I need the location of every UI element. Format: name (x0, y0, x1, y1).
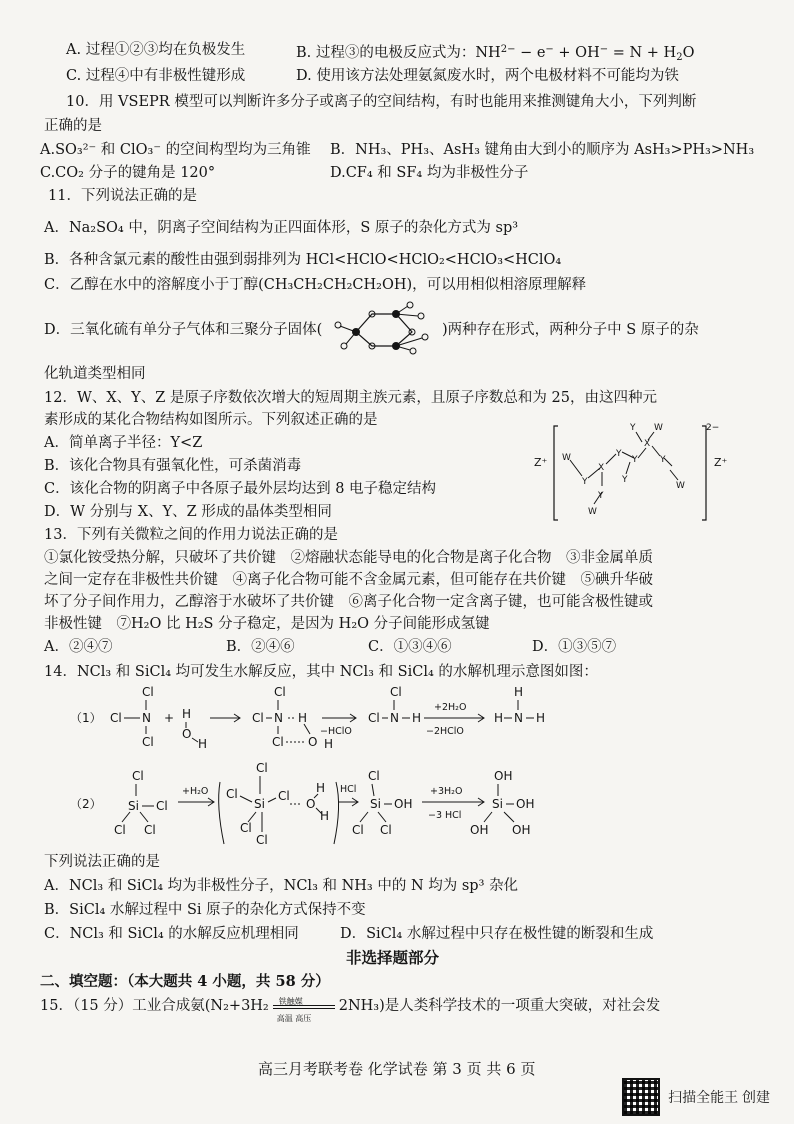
q14-option-b: B．SiCl₄ 水解过程中 Si 原子的杂化方式保持不变 (44, 902, 366, 918)
svg-text:Cl: Cl (368, 711, 380, 725)
q11-option-d-part1: D．三氧化硫有单分子气体和三聚分子固体( (44, 322, 323, 338)
svg-text:OH: OH (512, 823, 531, 837)
q11-option-c: C．乙醇在水中的溶解度小于丁醇(CH₃CH₂CH₂CH₂OH)，可以用相似相溶原理解释 (44, 277, 587, 293)
q12-option-b: B．该化合物具有强氧化性，可杀菌消毒 (44, 458, 302, 474)
q10-option-d: D.CF₄ 和 SF₄ 均为非极性分子 (330, 165, 529, 181)
q11-option-b: B．各种含氯元素的酸性由强到弱排列为 HCl<HClO<HClO₂<HClO₃<HClO₄ (44, 252, 562, 268)
svg-text:（2）: （2） (70, 797, 102, 811)
q10-stem-1: 10．用 VSEPR 模型可以判断许多分子或离子的空间结构，有时也能用来推测键角大小，下列判断 (66, 94, 697, 110)
q14-option-c: C．NCl₃ 和 SiCl₄ 的水解反应机理相同 (44, 926, 299, 942)
svg-text:+3H₂O: +3H₂O (430, 786, 463, 797)
svg-text:Cl: Cl (390, 685, 402, 699)
svg-text:Cl: Cl (272, 735, 284, 749)
part-two-heading: 二、填空题：（本大题共 4 小题，共 58 分） (40, 973, 330, 990)
svg-text:（1）: （1） (70, 711, 102, 725)
svg-text:Cl: Cl (352, 823, 364, 837)
svg-text:Y: Y (622, 475, 628, 485)
svg-text:Cl: Cl (156, 799, 168, 813)
qr-code-icon (622, 1078, 660, 1116)
svg-text:Cl: Cl (274, 685, 286, 699)
q12-option-a: A．简单离子半径：Y<Z (44, 435, 203, 451)
q13-statement-4: 非极性键 ⑦H₂O 比 H₂S 分子稳定，是因为 H₂O 分子间能形成氢键 (44, 616, 490, 632)
svg-text:Cl: Cl (252, 711, 264, 725)
svg-text:Cl: Cl (368, 769, 380, 783)
svg-text:Y: Y (660, 455, 666, 465)
svg-text:+2H₂O: +2H₂O (434, 702, 467, 713)
svg-text:Cl: Cl (142, 735, 154, 749)
svg-text:H: H (514, 685, 524, 699)
svg-text:Cl: Cl (226, 787, 238, 801)
q9-option-a: A. 过程①②③均在负极发生 (66, 42, 246, 58)
svg-text:H: H (536, 711, 546, 725)
svg-text:O: O (182, 727, 192, 741)
so3-trimer-structure (334, 304, 438, 352)
q15-stem: 15．（15 分）工业合成氨(N₂+3H₂ 铁触媒 高温 高压 2NH₃)是人类科学技术的一项重大突破，对社会发 (40, 997, 661, 1023)
svg-text:−HClO: −HClO (320, 726, 352, 737)
q13-statement-3: 坏了分子间作用力，乙醇溶于水破坏了共价键 ⑥离子化合物一定含离子键，也可能含极性键或 (44, 594, 653, 610)
reaction-condition-arrow: 铁触媒 高温 高压 (269, 996, 339, 1016)
svg-text:Y: Y (616, 449, 622, 459)
q10-option-c: C.CO₂ 分子的键角是 120° (40, 165, 216, 181)
cation-right: Z⁺ (714, 456, 728, 469)
q12-compound-structure (536, 418, 736, 528)
ncl3-hydrolysis-scheme (60, 682, 580, 752)
svg-text:Y: Y (630, 423, 636, 433)
svg-text:Cl: Cl (114, 823, 126, 837)
svg-text:X: X (644, 439, 651, 449)
svg-text:−3 HCl: −3 HCl (428, 810, 462, 821)
q12-stem-1: 12．W、X、Y、Z 是原子序数依次增大的短周期主族元素，且原子序数总和为 25，由这四种元 (44, 390, 657, 406)
svg-text:H: H (494, 711, 504, 725)
q11-option-a: A．Na₂SO₄ 中，阴离子空间结构为正四面体形，S 原子的杂化方式为 sp³ (44, 220, 519, 236)
svg-text:OH: OH (394, 797, 413, 811)
q13-option-d: D．①③⑤⑦ (532, 639, 617, 655)
svg-text:Cl: Cl (110, 711, 122, 725)
q11-option-d-part3: 化轨道类型相同 (44, 366, 146, 382)
svg-text:W: W (588, 507, 597, 517)
q12-stem-2: 素形成的某化合物结构如图所示。下列叙述正确的是 (44, 412, 378, 428)
q9-option-d: D. 使用该方法处理氨氮废水时，两个电极材料不可能均为铁 (296, 68, 679, 84)
q13-stem: 13．下列有关微粒之间的作用力说法正确的是 (44, 527, 338, 543)
svg-text:W: W (654, 423, 663, 433)
q9-option-b: B. 过程③的电极反应式为：$NH^{2-} - e^- + OH^- = N + H_2O$ (296, 44, 695, 63)
svg-text:OH: OH (470, 823, 489, 837)
svg-text:Cl: Cl (132, 769, 144, 783)
svg-text:Cl: Cl (144, 823, 156, 837)
svg-text:Si: Si (370, 797, 381, 811)
q9-option-c: C. 过程④中有非极性键形成 (66, 68, 246, 84)
svg-text:N: N (514, 711, 523, 725)
svg-text:−2HClO: −2HClO (426, 726, 464, 737)
svg-text:Cl: Cl (256, 761, 268, 775)
q12-option-c: C．该化合物的阴离子中各原子最外层均达到 8 电子稳定结构 (44, 481, 437, 497)
svg-text:Cl: Cl (256, 833, 268, 847)
svg-text:Y: Y (582, 477, 588, 487)
svg-text:+H₂O: +H₂O (182, 786, 209, 797)
svg-text:H: H (412, 711, 422, 725)
svg-text:W: W (676, 481, 685, 491)
svg-text:N: N (274, 711, 283, 725)
page-footer: 高三月考联考卷 化学试卷 第 3 页 共 6 页 (258, 1060, 536, 1078)
q10-stem-2: 正确的是 (44, 118, 102, 134)
svg-text:H: H (198, 737, 208, 751)
svg-text:Cl: Cl (240, 821, 252, 835)
svg-text:OH: OH (516, 797, 535, 811)
q13-option-b: B．②④⑥ (226, 639, 295, 655)
svg-text:Cl: Cl (142, 685, 154, 699)
q13-statement-2: 之间一定存在非极性共价键 ④离子化合物可能不含金属元素，但可能存在共价键 ⑤碘升华破 (44, 572, 653, 588)
svg-text:H: H (320, 809, 330, 823)
svg-text:OH: OH (494, 769, 513, 783)
svg-text:Si: Si (492, 797, 503, 811)
q10-option-b: B．NH₃、PH₃、AsH₃ 键角由大到小的顺序为 AsH₃>PH₃>NH₃ (330, 142, 755, 158)
cation-left: Z⁺ (534, 456, 548, 469)
q13-option-c: C．①③④⑥ (368, 639, 452, 655)
svg-text:H: H (298, 711, 308, 725)
svg-text:Si: Si (254, 797, 265, 811)
q10-option-a: A.SO₃²⁻ 和 ClO₃⁻ 的空间构型均为三角锥 (40, 142, 311, 158)
svg-text:+: + (164, 711, 175, 725)
watermark-text: 扫描全能王 创建 (668, 1089, 770, 1105)
svg-text:Si: Si (128, 799, 139, 813)
q13-statement-1: ①氯化铵受热分解，只破坏了共价键 ②熔融状态能导电的化合物是离子化合物 ③非金属单质 (44, 550, 653, 566)
svg-text:O: O (308, 735, 318, 749)
q14-option-d: D．SiCl₄ 水解过程中只存在极性键的断裂和生成 (340, 926, 654, 942)
svg-text:W: W (562, 453, 571, 463)
q11-option-d-part2: )两种存在形式，两种分子中 S 原子的杂 (442, 322, 699, 338)
svg-text:HCl: HCl (340, 784, 357, 795)
scanner-watermark (622, 1078, 770, 1116)
svg-text:Y: Y (632, 455, 638, 465)
svg-text:O: O (306, 797, 316, 811)
q11-stem: 11．下列说法正确的是 (48, 188, 197, 204)
svg-text:Y: Y (598, 491, 604, 501)
svg-text:H: H (182, 707, 192, 721)
svg-text:H: H (316, 781, 326, 795)
anion-charge: 2− (706, 423, 720, 433)
q14-option-a: A．NCl₃ 和 SiCl₄ 均为非极性分子，NCl₃ 和 NH₃ 中的 N 均为 sp³ 杂化 (44, 878, 519, 894)
q14-stem: 14．NCl₃ 和 SiCl₄ 均可发生水解反应，其中 NCl₃ 和 SiCl₄ 的水解机理示意图如图： (44, 664, 598, 680)
q13-option-a: A．②④⑦ (44, 639, 113, 655)
q12-option-d: D．W 分别与 X、Y、Z 形成的晶体类型相同 (44, 504, 332, 520)
svg-text:N: N (390, 711, 399, 725)
svg-text:H: H (324, 737, 334, 751)
svg-text:Cl: Cl (278, 789, 290, 803)
svg-text:X: X (598, 463, 605, 473)
q14-stem-2: 下列说法正确的是 (44, 854, 160, 870)
svg-text:Cl: Cl (380, 823, 392, 837)
section-heading: 非选择题部分 (346, 948, 440, 967)
sicl4-hydrolysis-scheme (60, 762, 580, 854)
svg-text:N: N (142, 711, 151, 725)
